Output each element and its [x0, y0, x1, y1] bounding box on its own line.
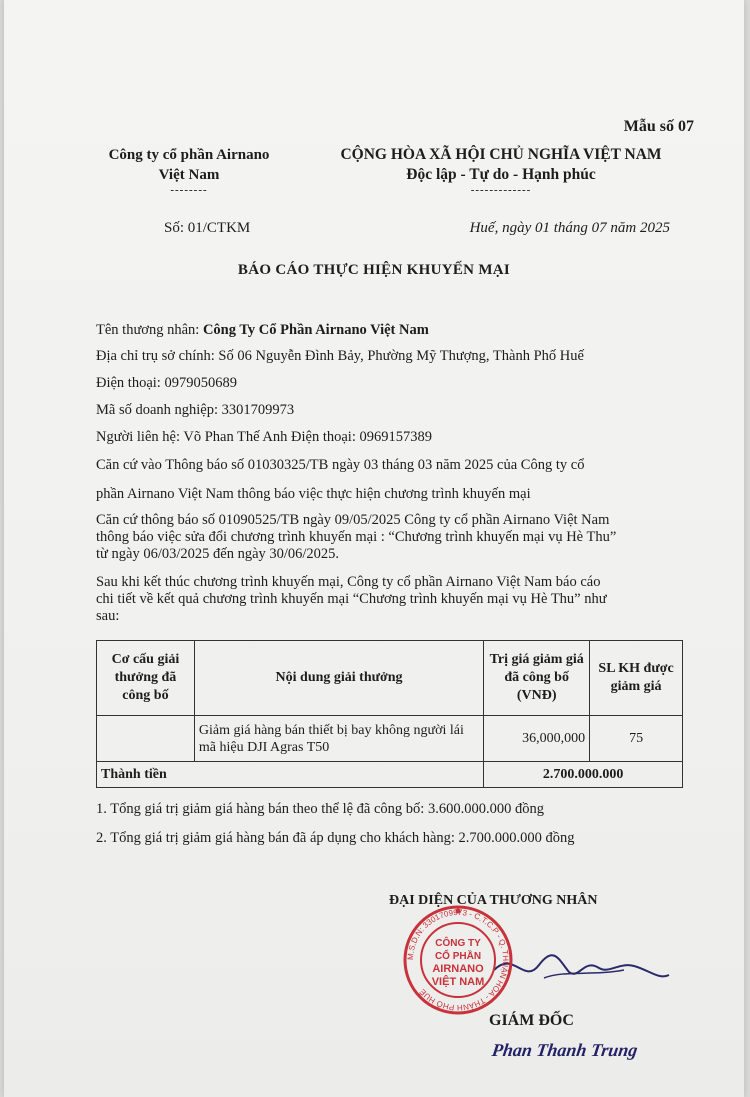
form-number: Mẫu số 07 — [623, 118, 694, 135]
svg-text:VIỆT NAM: VIỆT NAM — [431, 976, 485, 988]
republic-header-rule: ------------- — [470, 184, 532, 196]
total-value: 2.700.000.000 — [484, 762, 683, 788]
company-seal — [402, 904, 514, 1016]
header-structure: Cơ cấu giải thưởng đã công bố — [97, 641, 195, 716]
paragraph-3 — [96, 574, 686, 625]
merchant-tax-id: Mã số doanh nghiệp: 3301709973 — [96, 402, 295, 418]
cell-content: Giảm giá hàng bán thiết bị bay không người lái mã hiệu DJI Agras T50 — [194, 716, 483, 762]
paragraph-2-line-2: thông báo việc sửa đổi chương trình khuyến mại : “Chương trình khuyến mại vụ Hè Thu” — [96, 529, 617, 545]
prize-table — [96, 640, 683, 788]
merchant-name — [96, 320, 429, 340]
total-label: Thành tiền — [97, 762, 484, 788]
document-number: Số: 01/CTKM — [164, 220, 251, 236]
svg-text:CÔNG TY: CÔNG TY — [435, 938, 481, 949]
republic-header-line-2: Độc lập - Tự do - Hạnh phúc — [406, 166, 596, 183]
republic-header — [336, 145, 666, 195]
position-label: GIÁM ĐỐC — [489, 1012, 574, 1029]
merchant-name-label: Tên thương nhân: — [96, 322, 200, 338]
table-header-row — [97, 641, 683, 716]
paragraph-3-line-1: Sau khi kết thúc chương trình khuyến mại, Công ty cổ phần Airnano Việt Nam báo cáo — [96, 574, 601, 590]
document-title: BÁO CÁO THỰC HIỆN KHUYẾN MẠI — [237, 262, 511, 278]
header-content: Nội dung giải thưởng — [194, 641, 483, 716]
table-total-row — [97, 762, 683, 788]
cell-structure — [97, 716, 195, 762]
header-count: SL KH được giảm giá — [590, 641, 683, 716]
document-page — [4, 0, 744, 1097]
representative-label: ĐẠI DIỆN CỦA THƯƠNG NHÂN — [389, 893, 598, 908]
merchant-address: Địa chỉ trụ sở chính: Số 06 Nguyễn Đình Bảy, Phường Mỹ Thượng, Thành Phố Huế — [96, 348, 584, 364]
svg-text:M.S.D.N: 3301709973 - C.T.C.P: M.S.D.N: 3301709973 - C.T.C.P - Q. THUẬN HÓA - THÀNH PHỐ HUẾ — [405, 907, 511, 1013]
footnote-2: 2. Tổng giá trị giảm giá hàng bán đã áp dụng cho khách hàng: 2.700.000.000 đồng — [96, 830, 575, 846]
republic-header-line-1: CỘNG HÒA XÃ HỘI CHỦ NGHĨA VIỆT NAM — [340, 146, 662, 163]
paragraph-3-line-3: sau: — [96, 608, 120, 624]
merchant-phone: Điện thoại: 0979050689 — [96, 375, 237, 391]
header-value: Trị giá giảm giá đã công bố (VNĐ) — [484, 641, 590, 716]
seal-graphic — [402, 904, 514, 1016]
signer-name: Phan Thanh Trung — [490, 1040, 639, 1060]
company-header — [104, 145, 274, 195]
svg-text:CỔ PHẦN: CỔ PHẦN — [434, 951, 482, 962]
paragraph-3-line-2: chi tiết về kết quả chương trình khuyến mại “Chương trình khuyến mại vụ Hè Thu” như — [96, 591, 607, 607]
company-header-line-1: Công ty cổ phần Airnano — [108, 147, 270, 163]
table-row — [97, 716, 683, 762]
company-header-rule: -------- — [170, 184, 208, 196]
paragraph-2-line-1: Căn cứ thông báo số 01090525/TB ngày 09/05/2025 Công ty cổ phần Airnano Việt Nam — [96, 512, 610, 528]
paragraph-2 — [96, 512, 686, 563]
footnote-1: 1. Tổng giá trị giảm giá hàng bán theo thể lệ đã công bố: 3.600.000.000 đồng — [96, 801, 544, 817]
merchant-contact: Người liên hệ: Võ Phan Thế Anh Điện thoại: 0969157389 — [96, 429, 432, 445]
paragraph-1-line-1: Căn cứ vào Thông báo số 01030325/TB ngày 03 tháng 03 năm 2025 của Công ty cổ — [96, 457, 585, 473]
company-header-line-2: Việt Nam — [158, 167, 220, 183]
cell-count: 75 — [590, 716, 683, 762]
paragraph-1-line-2: phần Airnano Việt Nam thông báo việc thực hiện chương trình khuyến mại — [96, 486, 531, 502]
paragraph-2-line-3: từ ngày 06/03/2025 đến ngày 30/06/2025. — [96, 546, 340, 562]
svg-text:AIRNANO: AIRNANO — [432, 963, 484, 975]
merchant-name-value: Công Ty Cổ Phần Airnano Việt Nam — [202, 322, 429, 338]
cell-value: 36,000,000 — [484, 716, 590, 762]
place-date: Huế, ngày 01 tháng 07 năm 2025 — [469, 220, 670, 236]
